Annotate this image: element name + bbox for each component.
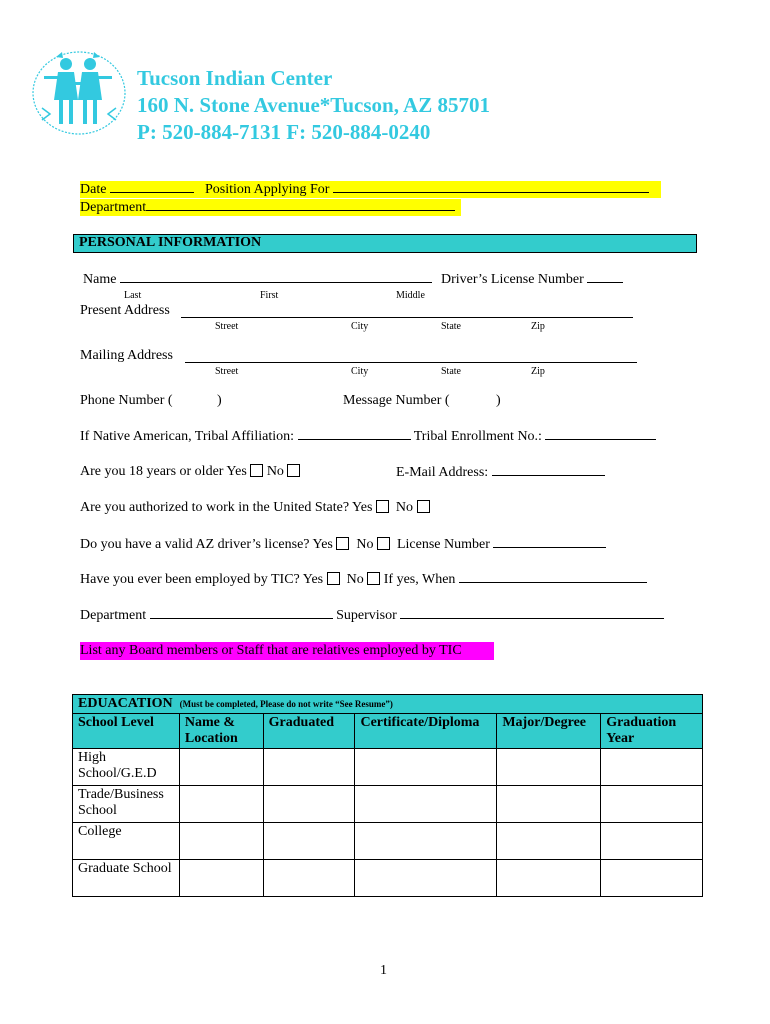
email-line[interactable]	[492, 464, 605, 476]
az-license-no-checkbox[interactable]	[377, 537, 390, 550]
supervisor-label: Supervisor	[336, 608, 397, 623]
enrollment-line[interactable]	[545, 428, 656, 440]
org-phone-fax: P: 520-884-7131 F: 520-884-0240	[137, 120, 431, 144]
name-sub-first: First	[260, 290, 279, 301]
row-label-trade: Trade/Business School	[73, 786, 180, 823]
license-line[interactable]	[587, 271, 623, 283]
phone-label: Phone Number (	[80, 393, 173, 408]
cell-input[interactable]	[355, 823, 497, 860]
cell-input[interactable]	[601, 786, 703, 823]
tribal-field[interactable]	[80, 428, 656, 445]
age-question-row	[80, 464, 300, 480]
cell-input[interactable]	[601, 860, 703, 897]
name-sub-middle: Middle	[396, 290, 425, 301]
cell-input[interactable]	[601, 749, 703, 786]
mailing-sub-city: City	[351, 366, 369, 377]
employed-question: Have you ever been employed by TIC? Yes	[80, 572, 324, 587]
email-label: E-Mail Address:	[396, 465, 489, 480]
position-field[interactable]	[205, 181, 649, 198]
license-number-label: License Number	[396, 537, 490, 552]
authorized-no-label: No	[395, 500, 414, 515]
tribal-line[interactable]	[298, 428, 411, 440]
name-label: Name	[83, 272, 117, 287]
name-sub-last: Last	[124, 290, 142, 301]
position-label: Position Applying For	[205, 182, 330, 197]
mailing-sub-state: State	[441, 366, 461, 377]
row-label-graduate: Graduate School	[73, 860, 180, 897]
present-address-label: Present Address	[80, 303, 170, 318]
age-no-label: No	[266, 464, 284, 479]
employed-row	[80, 571, 647, 588]
if-yes-line[interactable]	[459, 571, 647, 583]
two-figures-logo-icon	[30, 48, 128, 138]
mailing-address-line[interactable]	[185, 362, 637, 363]
personal-info-header	[73, 234, 697, 253]
education-title-cell	[73, 695, 703, 714]
education-table	[72, 694, 703, 897]
cell-input[interactable]	[497, 749, 601, 786]
authorized-no-checkbox[interactable]	[417, 500, 430, 513]
col-graduated: Graduated	[263, 714, 355, 749]
cell-input[interactable]	[497, 860, 601, 897]
mailing-address-label: Mailing Address	[80, 348, 173, 363]
license-field[interactable]	[441, 271, 623, 288]
cell-input[interactable]	[179, 823, 263, 860]
col-certificate: Certificate/Diploma	[355, 714, 497, 749]
top-department-label: Department	[80, 200, 147, 215]
education-title-row	[73, 695, 703, 714]
department-label: Department	[80, 608, 147, 623]
cell-input[interactable]	[179, 860, 263, 897]
az-license-question: Do you have a valid AZ driver’s license? Yes	[80, 537, 333, 552]
personal-info-title: PERSONAL INFORMATION	[79, 235, 262, 250]
if-yes-label: If yes, When	[383, 572, 456, 587]
education-title: EDUACATION	[78, 696, 173, 711]
relatives-prompt: List any Board members or Staff that are relatives employed by TIC	[80, 643, 462, 658]
authorized-row	[80, 500, 430, 516]
mailing-sub-zip: Zip	[531, 366, 545, 377]
enrollment-label: Tribal Enrollment No.:	[413, 429, 542, 444]
department-line[interactable]	[150, 607, 333, 619]
education-note: (Must be completed, Please do not write “See Resume”)	[179, 699, 393, 709]
col-major: Major/Degree	[497, 714, 601, 749]
position-line[interactable]	[333, 181, 649, 193]
cell-input[interactable]	[601, 823, 703, 860]
row-label-high-school: High School/G.E.D	[73, 749, 180, 786]
az-license-yes-checkbox[interactable]	[336, 537, 349, 550]
license-label: Driver’s License Number	[441, 272, 584, 287]
cell-input[interactable]	[355, 786, 497, 823]
employed-no-checkbox[interactable]	[367, 572, 380, 585]
present-sub-street: Street	[215, 321, 239, 332]
authorized-question: Are you authorized to work in the United State? Yes	[80, 500, 373, 515]
az-license-row	[80, 536, 606, 553]
license-number-line[interactable]	[493, 536, 606, 548]
message-close: )	[496, 393, 501, 408]
cell-input[interactable]	[263, 786, 355, 823]
email-field[interactable]	[396, 464, 605, 481]
authorized-yes-checkbox[interactable]	[376, 500, 389, 513]
org-name: Tucson Indian Center	[137, 66, 333, 90]
employed-yes-checkbox[interactable]	[327, 572, 340, 585]
cell-input[interactable]	[179, 786, 263, 823]
name-field[interactable]	[83, 271, 432, 288]
education-header-row	[73, 714, 703, 749]
table-row	[73, 860, 703, 897]
message-label: Message Number (	[343, 393, 450, 408]
col-school-level: School Level	[73, 714, 180, 749]
table-row	[73, 749, 703, 786]
cell-input[interactable]	[263, 749, 355, 786]
table-row	[73, 823, 703, 860]
tribal-label: If Native American, Tribal Affiliation:	[80, 429, 294, 444]
present-sub-city: City	[351, 321, 369, 332]
top-department-line[interactable]	[146, 199, 455, 211]
department-supervisor-row	[80, 607, 664, 624]
date-line[interactable]	[110, 181, 194, 193]
age-yes-checkbox[interactable]	[250, 464, 263, 477]
phone-close: )	[217, 393, 222, 408]
cell-input[interactable]	[355, 860, 497, 897]
cell-input[interactable]	[263, 860, 355, 897]
name-line[interactable]	[120, 271, 432, 283]
mailing-sub-street: Street	[215, 366, 239, 377]
date-field[interactable]	[80, 181, 194, 198]
cell-input[interactable]	[355, 749, 497, 786]
az-license-no-label: No	[356, 537, 374, 552]
row-label-college: College	[73, 823, 180, 860]
cell-input[interactable]	[497, 786, 601, 823]
supervisor-line[interactable]	[400, 607, 664, 619]
age-no-checkbox[interactable]	[287, 464, 300, 477]
org-address: 160 N. Stone Avenue*Tucson, AZ 85701	[137, 93, 490, 117]
cell-input[interactable]	[179, 749, 263, 786]
cell-input[interactable]	[263, 823, 355, 860]
col-graduation-year: Graduation Year	[601, 714, 703, 749]
table-row	[73, 786, 703, 823]
present-sub-zip: Zip	[531, 321, 545, 332]
present-address-line[interactable]	[181, 317, 633, 318]
date-label: Date	[80, 182, 107, 197]
cell-input[interactable]	[497, 823, 601, 860]
employed-no-label: No	[346, 572, 364, 587]
age-question: Are you 18 years or older Yes	[80, 464, 247, 479]
col-name-location: Name & Location	[179, 714, 263, 749]
present-sub-state: State	[441, 321, 461, 332]
top-department-field[interactable]	[80, 199, 455, 216]
page-number: 1	[380, 963, 387, 978]
